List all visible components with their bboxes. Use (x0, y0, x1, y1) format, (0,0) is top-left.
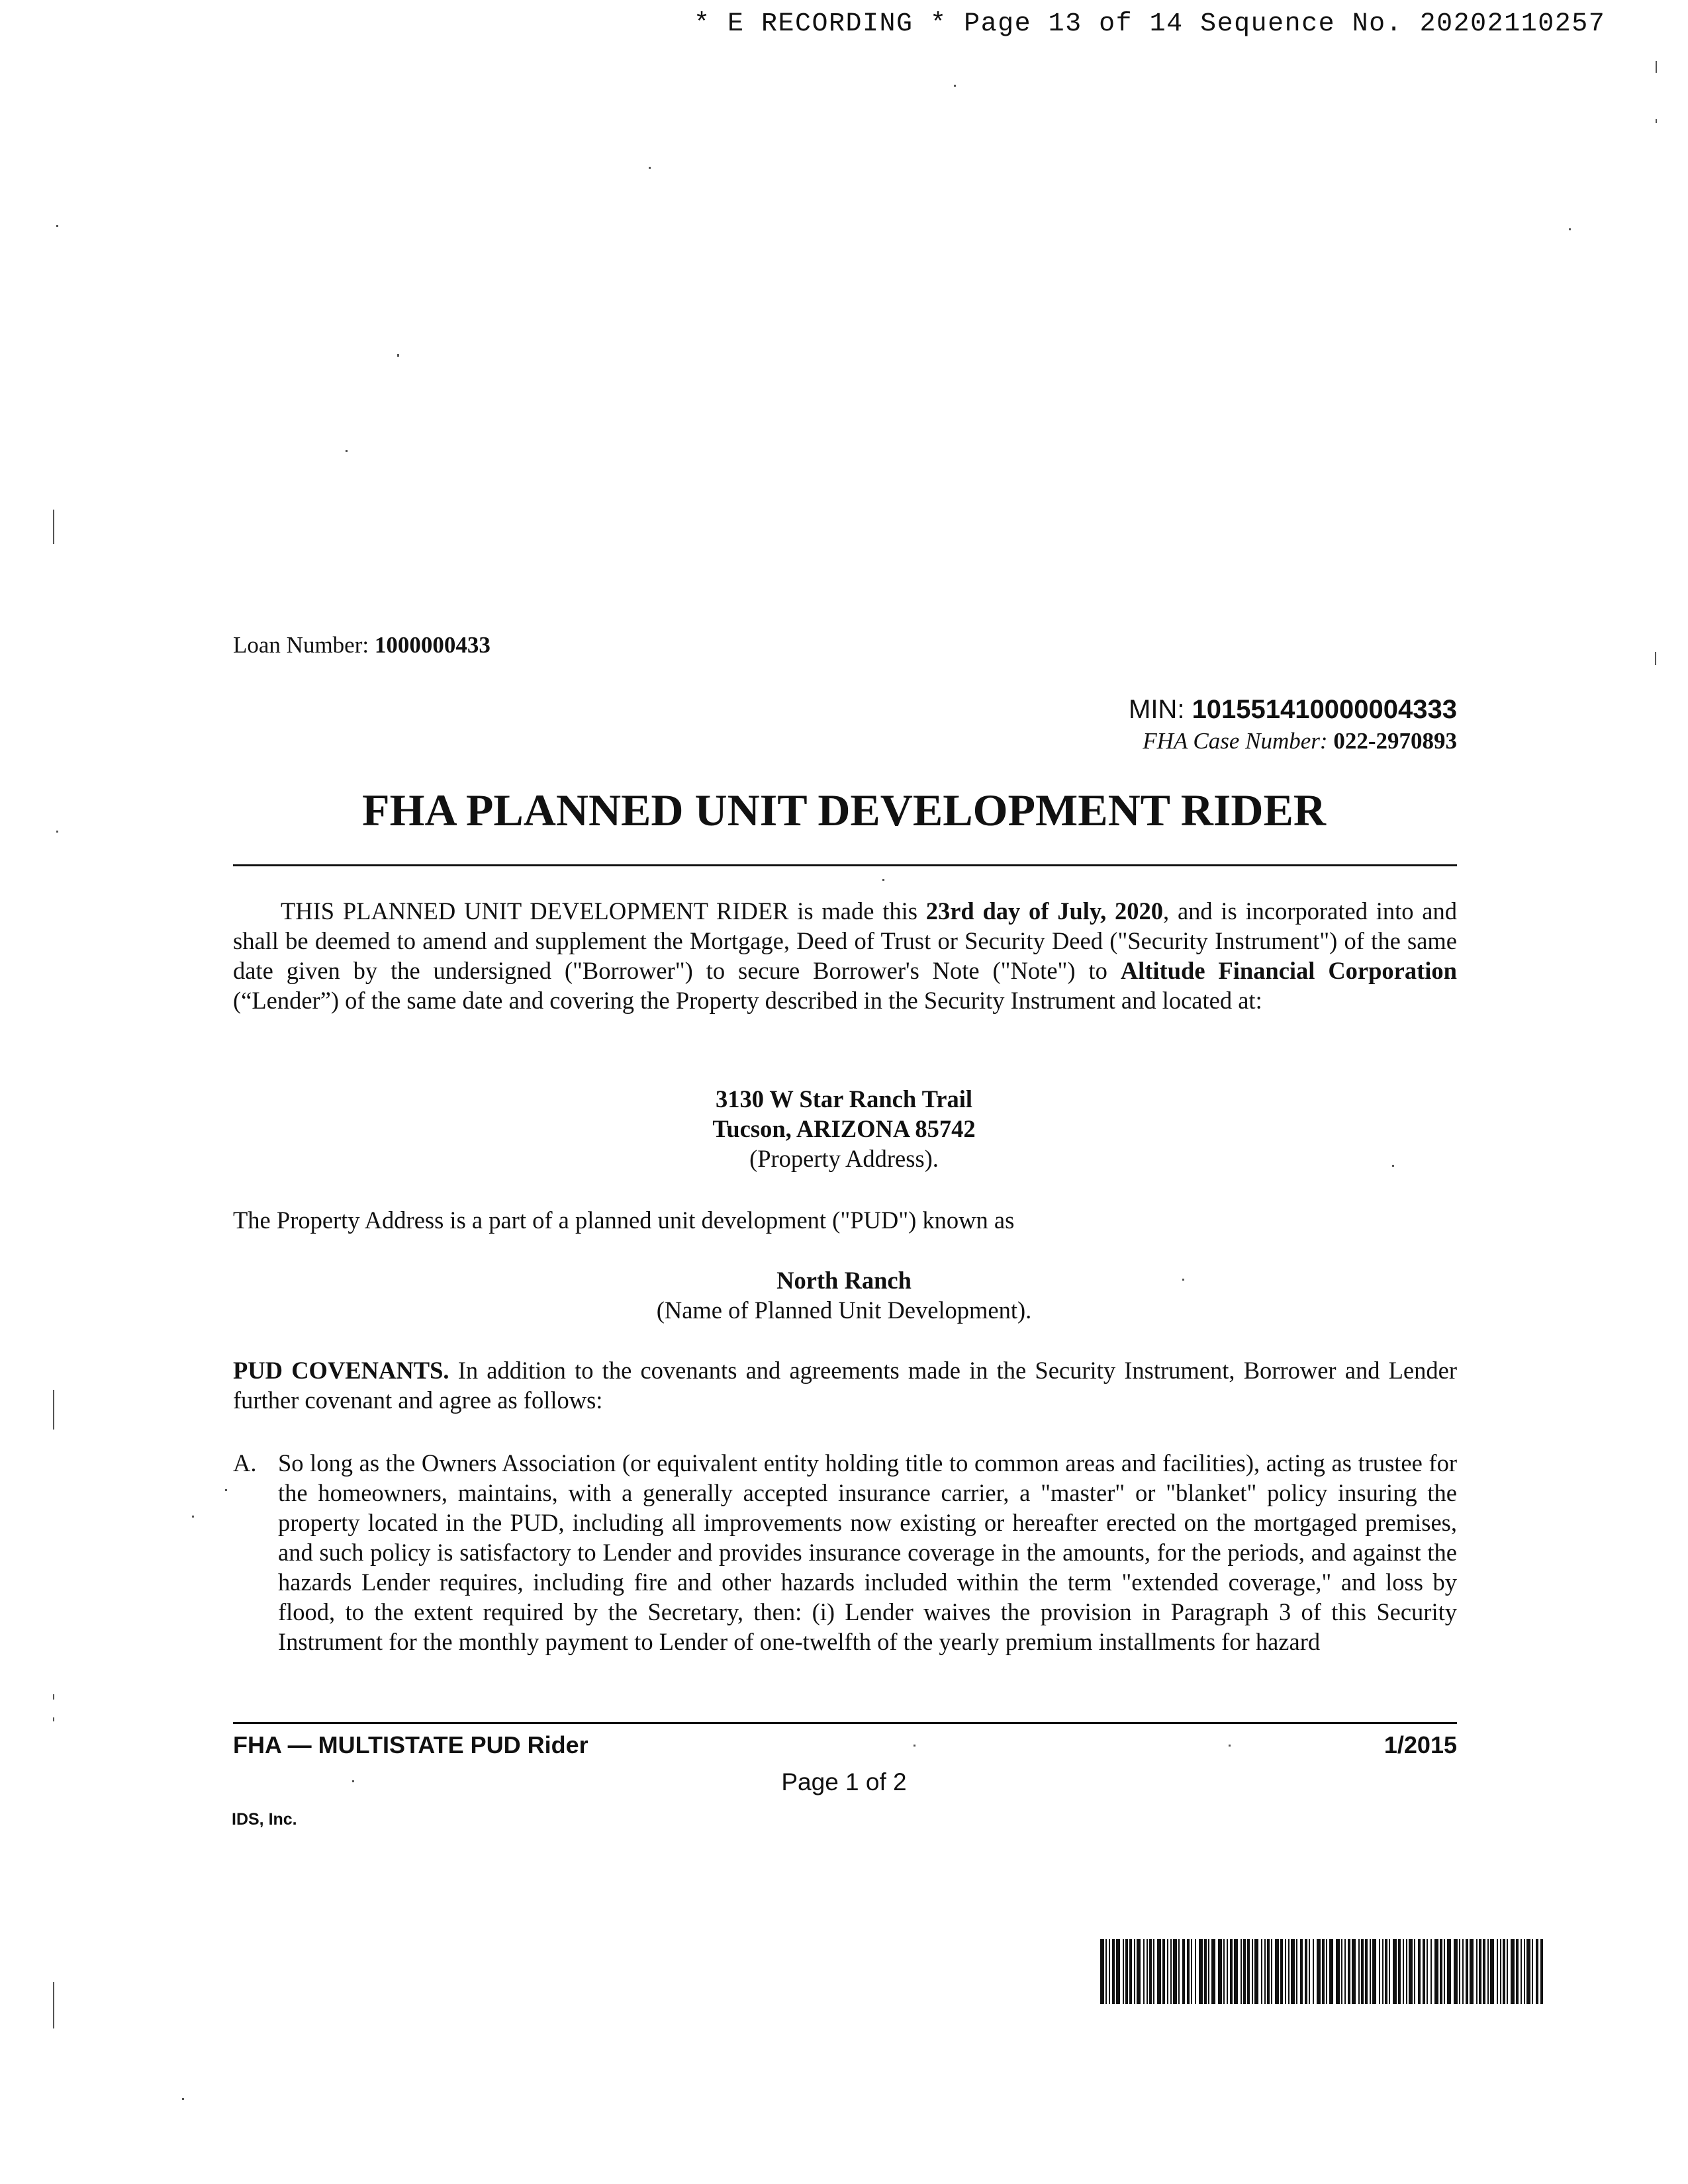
barcode-bar (1134, 1939, 1135, 2004)
footer-form-name: FHA — MULTISTATE PUD Rider (233, 1731, 588, 1758)
barcode-bar (1341, 1939, 1342, 2004)
barcode-bar (1162, 1939, 1165, 2004)
barcode-bar (1170, 1939, 1172, 2004)
intro-paragraph (233, 896, 1457, 1015)
barcode-bar (1490, 1939, 1494, 2004)
barcode-bar (1497, 1939, 1498, 2004)
scan-speck (1229, 1745, 1231, 1747)
barcode-bar (1254, 1939, 1258, 2004)
barcode-bar (1507, 1939, 1508, 2004)
barcode-bar (1393, 1939, 1397, 2004)
barcode-bar (1459, 1939, 1460, 2004)
barcode-bar (1280, 1939, 1283, 2004)
barcode-bar (1137, 1939, 1141, 2004)
scan-speck (182, 2098, 184, 2100)
barcode-bar (1109, 1939, 1110, 2004)
barcode-bar (1252, 1939, 1253, 2004)
barcode-bar (1195, 1939, 1196, 2004)
barcode-bar (1143, 1939, 1145, 2004)
barcode-bar (1382, 1939, 1383, 2004)
barcode-bar (1147, 1939, 1148, 2004)
barcode-bar (1296, 1939, 1297, 2004)
barcode-bar (1291, 1939, 1295, 2004)
scan-speck (1655, 652, 1656, 665)
barcode-bar (1288, 1939, 1289, 2004)
barcode-bar (1434, 1939, 1438, 2004)
scan-speck (397, 354, 399, 357)
pud-covenants-paragraph (233, 1355, 1457, 1415)
barcode-bar (1500, 1939, 1501, 2004)
barcode-image (1100, 1939, 1544, 2004)
barcode-bar (1440, 1939, 1442, 2004)
barcode-bar (1187, 1939, 1190, 2004)
scan-speck (346, 450, 348, 452)
intro-text-2: , and is incorporated into and shall be deemed to amend and supplement the Mortgage, Deed of Trust or Security Deed ("Security Instrument") of the same date given by the undersigned ("Borrower") to secure Borrower's Note ("Note") to (233, 897, 1457, 984)
barcode-bar (1423, 1939, 1425, 2004)
barcode-bar (1379, 1939, 1380, 2004)
barcode-bar (1370, 1939, 1371, 2004)
scan-speck (649, 167, 651, 169)
barcode-bar (1385, 1939, 1387, 2004)
scan-speck (56, 831, 58, 833)
barcode-bar (1444, 1939, 1445, 2004)
barcode-bar (1398, 1939, 1401, 2004)
barcode-bar (1483, 1939, 1485, 2004)
barcode-bar (1243, 1939, 1246, 2004)
footer-divider (233, 1722, 1457, 1724)
scan-speck (53, 1694, 54, 1700)
barcode-bar (1521, 1939, 1522, 2004)
scan-speck (1392, 1165, 1394, 1167)
scan-speck (192, 1516, 194, 1518)
barcode-bar (1204, 1939, 1207, 2004)
barcode-bar (1329, 1939, 1333, 2004)
barcode-bar (1173, 1939, 1177, 2004)
intro-text-1: THIS PLANNED UNIT DEVELOPMENT RIDER is made this (281, 897, 926, 925)
pud-name-caption: (Name of Planned Unit Development). (656, 1297, 1032, 1324)
scan-speck (53, 510, 54, 544)
barcode-bar (1300, 1939, 1303, 2004)
barcode-bar (1322, 1939, 1325, 2004)
barcode-bar (1406, 1939, 1407, 2004)
scan-speck (1656, 61, 1657, 73)
footer-form-date: 1/2015 (1383, 1731, 1457, 1758)
pud-name: North Ranch (776, 1267, 912, 1294)
barcode-bar (1427, 1939, 1428, 2004)
pud-intro-text: The Property Address is a part of a planned unit development ("PUD") known as (233, 1206, 1015, 1234)
scan-speck (53, 1390, 54, 1430)
barcode-bar (1365, 1939, 1368, 2004)
footer-page-number: Page 1 of 2 (781, 1768, 907, 1796)
barcode-bar (1487, 1939, 1489, 2004)
scan-speck (1182, 1279, 1184, 1281)
min-value: 101551410000004333 (1192, 695, 1457, 724)
barcode-bar (1211, 1939, 1215, 2004)
barcode-bar (1389, 1939, 1390, 2004)
barcode-bar (1524, 1939, 1525, 2004)
barcode-bar (1317, 1939, 1321, 2004)
barcode-bar (1105, 1939, 1107, 2004)
barcode-bar (1344, 1939, 1346, 2004)
barcode-bar (1129, 1939, 1132, 2004)
barcode-bar (1199, 1939, 1203, 2004)
fha-case-number (1143, 728, 1457, 754)
barcode-bar (1326, 1939, 1327, 2004)
barcode-bar (1462, 1939, 1464, 2004)
barcode-bar (1479, 1939, 1481, 2004)
barcode-bar (1526, 1939, 1530, 2004)
barcode-bar (1208, 1939, 1209, 2004)
barcode-bar (1454, 1939, 1458, 2004)
barcode-bar (1153, 1939, 1154, 2004)
pud-name-block (0, 1265, 1688, 1325)
barcode-bar (1516, 1939, 1519, 2004)
barcode-bar (1285, 1939, 1286, 2004)
scan-speck (1656, 119, 1657, 123)
recording-header: * E RECORDING * Page 13 of 14 Sequence No. 20202110257 (694, 9, 1606, 39)
barcode-bar (1112, 1939, 1115, 2004)
barcode-bar (1309, 1939, 1310, 2004)
barcode-bar (1261, 1939, 1262, 2004)
property-street: 3130 W Star Ranch Trail (715, 1085, 973, 1113)
barcode-bar (1536, 1939, 1538, 2004)
barcode-bar (1182, 1939, 1185, 2004)
barcode-bar (1218, 1939, 1222, 2004)
scan-speck (954, 85, 956, 87)
barcode-bar (1230, 1939, 1233, 2004)
barcode-bar (1305, 1939, 1307, 2004)
intro-text-3: (“Lender”) of the same date and covering the Property described in the Security Instrument and located at: (233, 987, 1262, 1014)
barcode-bar (1511, 1939, 1515, 2004)
loan-number-value: 1000000433 (374, 632, 491, 658)
fha-case-value: 022-2970893 (1333, 728, 1457, 754)
scan-speck (882, 879, 884, 881)
barcode-bar (1167, 1939, 1168, 2004)
barcode-bar (1123, 1939, 1124, 2004)
footer-vendor: IDS, Inc. (232, 1810, 297, 1829)
barcode-bar (1447, 1939, 1451, 2004)
barcode-bar (1372, 1939, 1376, 2004)
barcode-bar (1191, 1939, 1192, 2004)
fha-case-label: FHA Case Number: (1143, 728, 1328, 754)
barcode-bar (1358, 1939, 1360, 2004)
barcode-bar (1157, 1939, 1161, 2004)
barcode-bar (1241, 1939, 1242, 2004)
barcode-bar (1271, 1939, 1272, 2004)
min-number (1129, 695, 1457, 725)
covenant-a-marker: A. (233, 1449, 257, 1477)
barcode-bar (1409, 1939, 1413, 2004)
barcode-bar (1264, 1939, 1266, 2004)
barcode-bar (1414, 1939, 1415, 2004)
barcode-bar (1403, 1939, 1404, 2004)
scan-speck (225, 1489, 227, 1491)
barcode-bar (1247, 1939, 1250, 2004)
barcode-bar (1348, 1939, 1350, 2004)
barcode-bar (1227, 1939, 1228, 2004)
barcode-bar (1352, 1939, 1356, 2004)
barcode-bar (1178, 1939, 1180, 2004)
barcode-bar (1532, 1939, 1533, 2004)
barcode-bar (1503, 1939, 1505, 2004)
scan-speck (914, 1745, 915, 1747)
barcode-bar (1223, 1939, 1225, 2004)
covenant-a-text: So long as the Owners Association (or equivalent entity holding title to common areas and facilities), acting as trustee for the homeowners, maintains, with a generally accepted insurance carrier, a "master" or "blanket" policy insuring the property located in the PUD, including all improvements now existing or hereafter erected on the mortgaged premises, and such policy is satisfactory to Lender and provides insurance coverage in the amounts, for the periods, and against the hazards Lender requires, including fire and other hazards included within the term "extended coverage," and loss by flood, to the extent required by the Secretary, then: (i) Lender waives the provision in Paragraph 3 of this Security Instrument for the monthly payment to Lender of one-twelfth of the yearly premium installments for hazard (278, 1449, 1457, 1655)
min-label: MIN: (1129, 695, 1185, 724)
barcode-bar (1470, 1939, 1474, 2004)
barcode-bar (1313, 1939, 1314, 2004)
barcode-bar (1149, 1939, 1152, 2004)
property-address-block (0, 1084, 1688, 1173)
barcode-bar (1466, 1939, 1468, 2004)
document-title: FHA PLANNED UNIT DEVELOPMENT RIDER (362, 785, 1326, 835)
barcode-bar (1430, 1939, 1432, 2004)
pud-covenants-heading: PUD COVENANTS. (233, 1357, 449, 1384)
scan-speck (1569, 228, 1571, 230)
barcode-bar (1275, 1939, 1279, 2004)
barcode-bar (1116, 1939, 1120, 2004)
barcode-bar (1476, 1939, 1477, 2004)
scan-speck (352, 1780, 354, 1782)
rider-date: 23rd day of July, 2020 (925, 897, 1164, 925)
barcode-bar (1418, 1939, 1421, 2004)
pud-covenants-text: In addition to the covenants and agreements made in the Security Instrument, Borrower and Lender further covenant and agree as follows: (233, 1357, 1457, 1414)
barcode-bar (1336, 1939, 1340, 2004)
loan-number (233, 632, 491, 659)
title-divider (233, 864, 1457, 866)
barcode-bar (1234, 1939, 1238, 2004)
barcode-bar (1100, 1939, 1104, 2004)
scan-speck (53, 1982, 54, 2028)
scan-speck (56, 225, 58, 227)
loan-number-label: Loan Number: (233, 632, 369, 658)
property-city-state-zip: Tucson, ARIZONA 85742 (712, 1115, 976, 1142)
barcode-bar (1361, 1939, 1364, 2004)
scan-speck (53, 1717, 54, 1721)
lender-name: Altitude Financial Corporation (1120, 957, 1457, 984)
barcode-bar (1125, 1939, 1128, 2004)
property-address-caption: (Property Address). (749, 1145, 939, 1172)
barcode-bar (1267, 1939, 1270, 2004)
barcode-bar (1540, 1939, 1543, 2004)
